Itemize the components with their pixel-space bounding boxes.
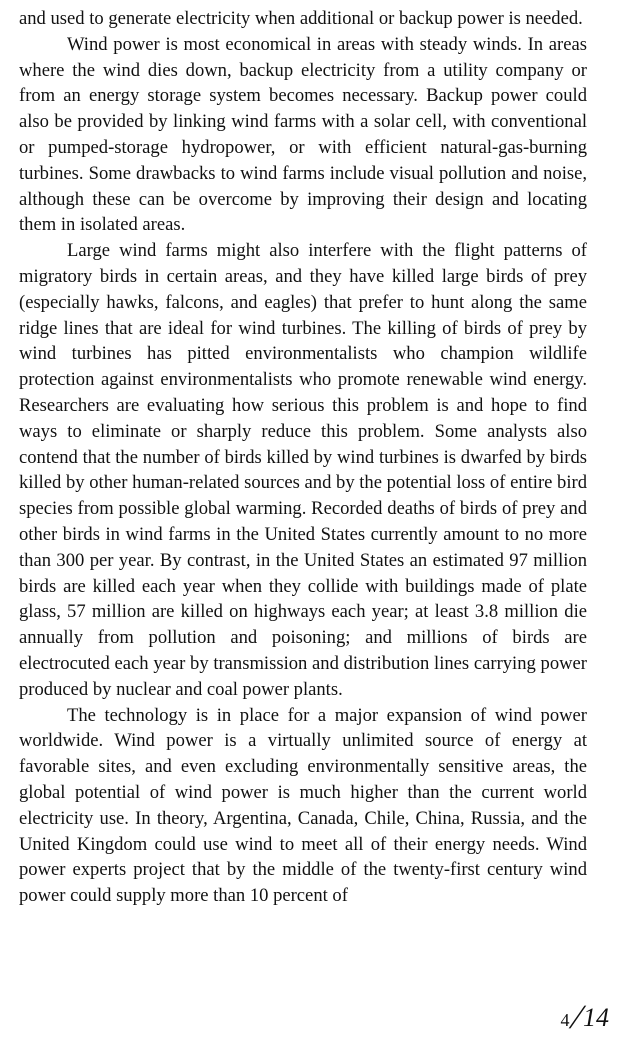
page-number-separator: / <box>568 999 585 1036</box>
paragraph-4: The technology is in place for a major expansion of wind power worldwide. Wind power is a virtually unlimited source of energy at favorable sites, and even excluding environmentally sensitive areas, the global potential of wind power is much higher than the current world electricity use. In theory, Argentina, Canada, Chile, China, Russia, and the United Kingdom could use wind to meet all of their energy needs. Wind power experts project that by the middle of the twenty-first century wind power could supply more than 10 percent of <box>19 704 587 907</box>
paragraph-3: Large wind farms might also interfere with the flight patterns of migratory birds in certain areas, and they have killed large birds of prey (especially hawks, falcons, and eagles) that prefer to hunt along the same ridge lines that are ideal for wind turbines. The killing of birds of prey by wind turbines has pitted environmentalists who champion wildlife protection against environmentalists who promote renewable wind energy. Researchers are evaluating how serious this problem is and hope to find ways to eliminate or sharply reduce this problem. Some analysts also contend that the number of birds killed by wind turbines is dwarfed by birds killed by other human-related sources and by the potential loss of entire bird species from possible global warming. Recorded deaths of birds of prey and other birds in wind farms in the United States currently amount to no more than 300 per year. By contrast, in the United States an estimated 97 million birds are killed each year when they collide with buildings made of plate glass, 57 million are killed on highways each year; at least 3.8 million die annually from pollution and poisoning; and millions of birds are electrocuted each year by transmission and distribution lines carrying power produced by nuclear and coal power plants. <box>19 240 587 700</box>
page-number-total: 14 <box>583 1003 609 1032</box>
paragraph-2: Wind power is most economical in areas with steady winds. In areas where the wind dies down, backup electricity from a utility company or from an energy storage system becomes necessary. Backup power could also be provided by linking wind farms with a solar cell, with conventional or pumped-storage hydropower, or with efficient natural-gas-burning turbines. Some drawbacks to wind farms include visual pollution and noise, although these can be overcome by improving their design and locating them in isolated areas. <box>19 33 587 236</box>
document-body <box>19 6 587 909</box>
page-number-current: 4 <box>560 1010 570 1030</box>
page-number <box>561 1001 609 1035</box>
paragraph-1: and used to generate electricity when additional or backup power is needed. <box>19 8 583 29</box>
